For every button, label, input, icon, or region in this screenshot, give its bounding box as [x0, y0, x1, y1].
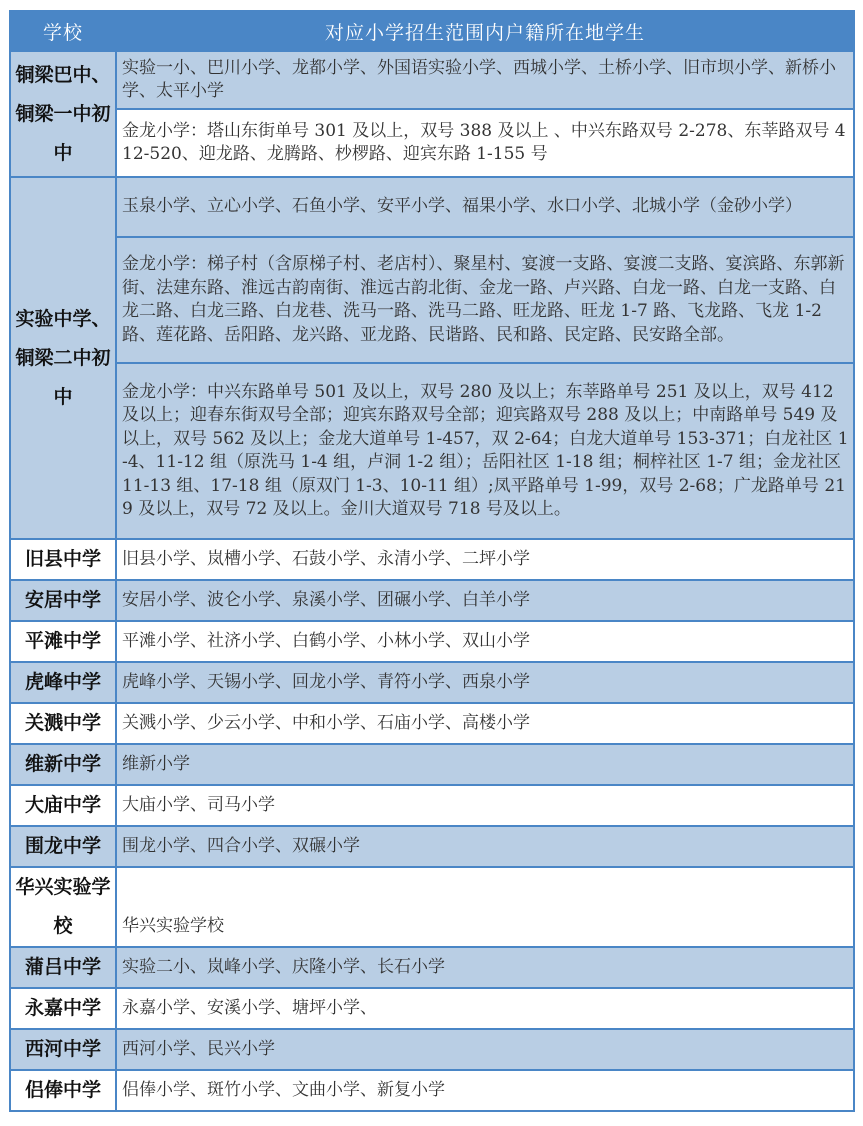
table-row: [10, 51, 854, 109]
primary-list: 大庙小学、司马小学: [116, 785, 854, 826]
primary-list: 金龙小学：梯子村（含原梯子村、老店村）、聚星村、宴渡一支路、宴渡二支路、宴滨路、东郭新街、法建东路、淮远古韵南街、淮远古韵北街、金龙一路、卢兴路、白龙一路、白龙一支路、白龙二路、白龙三路、白龙巷、洗马一路、洗马二路、旺龙路、旺龙 1-7 路、飞龙路、飞龙 1-2 路、莲花路、岳阳路、龙兴路、亚龙路、民谐路、民和路、民定路、民安路全部。: [116, 237, 854, 363]
school-name: 关溅中学: [10, 703, 116, 744]
table-row: [10, 744, 854, 785]
table-row: [10, 109, 854, 177]
table-row: [10, 1029, 854, 1070]
school-name: 安居中学: [10, 580, 116, 621]
school-name: 平滩中学: [10, 621, 116, 662]
school-name-shiyan-zhongxue: 实验中学、铜梁二中初中: [10, 177, 116, 539]
primary-list: 华兴实验学校: [116, 867, 854, 947]
table-row: [10, 867, 854, 947]
school-name: 旧县中学: [10, 539, 116, 580]
table-row: [10, 785, 854, 826]
table-row: [10, 662, 854, 703]
table-row: [10, 621, 854, 662]
table-row: [10, 539, 854, 580]
school-name: 永嘉中学: [10, 988, 116, 1029]
school-name: 围龙中学: [10, 826, 116, 867]
primary-list: 金龙小学：塔山东街单号 301 及以上，双号 388 及以上 、中兴东路双号 2-278、东莘路双号 412-520、迎龙路、龙腾路、杪椤路、迎宾东路 1-155 号: [116, 109, 854, 177]
table-row: [10, 947, 854, 988]
primary-list: 金龙小学：中兴东路单号 501 及以上，双号 280 及以上；东莘路单号 251 及以上，双号 412 及以上；迎春东街双号全部；迎宾东路双号全部；迎宾路双号 288 及以上；中南路单号 549 及以上，双号 562 及以上；金龙大道单号 1-457，双 2-64；白龙大道单号 153-371；白龙社区 1-4、11-12 组（原洗马 1-4 组，卢洞 1-2 组）；岳阳社区 1-18 组；桐梓社区 1-7 组；金龙社区 11-13 组、17-18 组（原双门 1-3、10-11 组）;凤平路单号 1-99，双号 2-68；广龙路单号 219 及以上，双号 72 及以上。金川大道双号 718 号及以上。: [116, 363, 854, 539]
school-name: 大庙中学: [10, 785, 116, 826]
primary-list: 西河小学、民兴小学: [116, 1029, 854, 1070]
enrollment-table: [9, 10, 855, 1112]
primary-list: 玉泉小学、立心小学、石鱼小学、安平小学、福果小学、水口小学、北城小学（金砂小学）: [116, 177, 854, 237]
table-row: [10, 363, 854, 539]
table-row: [10, 1070, 854, 1111]
school-name: 维新中学: [10, 744, 116, 785]
school-name: 虎峰中学: [10, 662, 116, 703]
table-row: [10, 580, 854, 621]
table-row: [10, 826, 854, 867]
table-row: [10, 988, 854, 1029]
primary-list: 围龙小学、四合小学、双碾小学: [116, 826, 854, 867]
primary-list: 实验一小、巴川小学、龙都小学、外国语实验小学、西城小学、土桥小学、旧市坝小学、新桥小学、太平小学: [116, 51, 854, 109]
primary-list: 侣俸小学、斑竹小学、文曲小学、新复小学: [116, 1070, 854, 1111]
header-range: 对应小学招生范围内户籍所在地学生: [116, 11, 854, 51]
primary-list: 实验二小、岚峰小学、庆隆小学、长石小学: [116, 947, 854, 988]
primary-list: 安居小学、波仑小学、泉溪小学、团碾小学、白羊小学: [116, 580, 854, 621]
school-name: 华兴实验学校: [10, 867, 116, 947]
school-name: 侣俸中学: [10, 1070, 116, 1111]
primary-list: 平滩小学、社济小学、白鹤小学、小林小学、双山小学: [116, 621, 854, 662]
school-name: 蒲吕中学: [10, 947, 116, 988]
primary-list: 永嘉小学、安溪小学、塘坪小学、: [116, 988, 854, 1029]
table-row: [10, 237, 854, 363]
table-row: [10, 703, 854, 744]
primary-list: 关溅小学、少云小学、中和小学、石庙小学、高楼小学: [116, 703, 854, 744]
primary-list: 虎峰小学、天锡小学、回龙小学、青符小学、西泉小学: [116, 662, 854, 703]
school-name: 西河中学: [10, 1029, 116, 1070]
primary-list: 旧县小学、岚槽小学、石鼓小学、永清小学、二坪小学: [116, 539, 854, 580]
school-name-tongliang-bazhong: 铜梁巴中、铜梁一中初中: [10, 51, 116, 177]
table-row: [10, 177, 854, 237]
header-row: [10, 11, 854, 51]
header-school: 学校: [10, 11, 116, 51]
primary-list: 维新小学: [116, 744, 854, 785]
